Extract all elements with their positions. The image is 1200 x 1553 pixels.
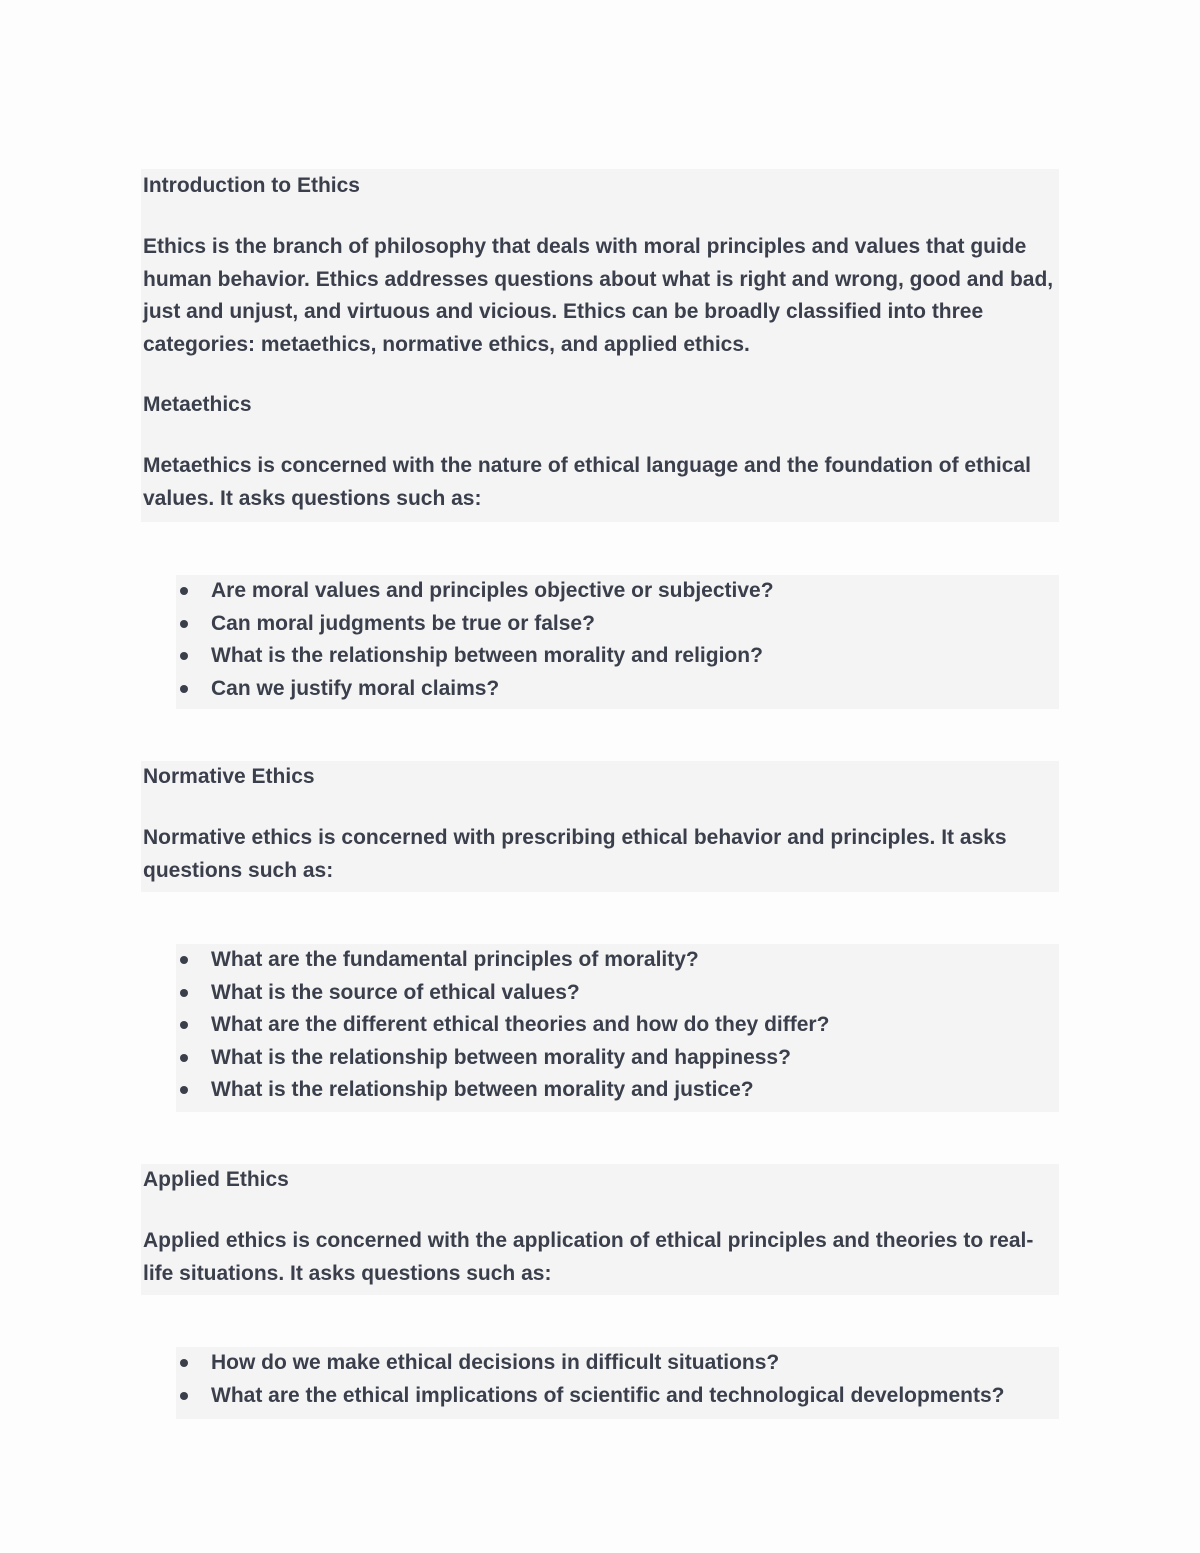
list-item-text: How do we make ethical decisions in difficult situations? — [211, 1351, 780, 1374]
bullet-icon — [180, 1054, 188, 1062]
list-item — [176, 640, 1059, 673]
bullet-icon — [180, 587, 188, 595]
section-paragraph-introduction: Ethics is the branch of philosophy that deals with moral principles and values that guide human behavior. Ethics addresses questions about what is right and wrong, good and bad, just and unjust, and virtuous and vicious. Ethics can be broadly classified into three categories: metaethics, normative ethics, and applied ethics. — [143, 235, 1054, 356]
list-item-text: Can moral judgments be true or false? — [211, 611, 595, 635]
list-item-text: What is the source of ethical values? — [211, 980, 580, 1004]
list-item — [176, 944, 1059, 977]
list-item-text: What is the relationship between morality and justice? — [211, 1078, 754, 1101]
section-heading-metaethics: Metaethics — [143, 393, 252, 416]
list-item — [176, 608, 1059, 641]
list-item-text: Can we justify moral claims? — [211, 676, 500, 700]
section-paragraph-normative: Normative ethics is concerned with prescribing ethical behavior and principles. It asks questions such as: — [143, 826, 1007, 882]
applied-ethics-block — [141, 1164, 1059, 1295]
list-item — [176, 1042, 1059, 1075]
bullet-icon — [180, 1021, 188, 1029]
bullet-icon — [180, 1086, 188, 1094]
list-item-text: What are the ethical implications of scientific and technological developments? — [211, 1383, 1005, 1407]
list-item — [176, 673, 1059, 706]
normative-question-list — [176, 944, 1059, 1112]
bullet-icon — [180, 989, 188, 997]
list-item — [176, 1347, 1059, 1380]
bullet-icon — [180, 956, 188, 964]
list-item-text: What are the different ethical theories and how do they differ? — [211, 1013, 830, 1036]
bullet-icon — [180, 685, 188, 693]
section-heading-normative: Normative Ethics — [143, 765, 315, 788]
list-item — [176, 575, 1059, 608]
metaethics-question-list — [176, 575, 1059, 709]
list-item-text: What is the relationship between morality and happiness? — [211, 1045, 791, 1069]
applied-question-list — [176, 1347, 1059, 1419]
bullet-icon — [180, 652, 188, 660]
bullet-icon — [180, 1359, 188, 1367]
list-item-text: What is the relationship between morality and religion? — [211, 644, 763, 667]
section-heading-introduction: Introduction to Ethics — [143, 174, 360, 197]
list-item-text: Are moral values and principles objective or subjective? — [211, 579, 774, 602]
intro-metaethics-block — [141, 169, 1059, 522]
section-paragraph-applied: Applied ethics is concerned with the application of ethical principles and theories to real-life situations. It asks questions such as: — [143, 1229, 1034, 1285]
bullet-icon — [180, 1392, 188, 1400]
list-item — [176, 1074, 1059, 1107]
bullet-icon — [180, 620, 188, 628]
normative-ethics-block — [141, 761, 1059, 892]
section-paragraph-metaethics: Metaethics is concerned with the nature of ethical language and the foundation of ethical values. It asks questions such as: — [143, 454, 1031, 510]
list-item — [176, 977, 1059, 1010]
list-item — [176, 1009, 1059, 1042]
section-heading-applied: Applied Ethics — [143, 1168, 289, 1191]
list-item — [176, 1380, 1059, 1413]
list-item-text: What are the fundamental principles of morality? — [211, 948, 699, 971]
